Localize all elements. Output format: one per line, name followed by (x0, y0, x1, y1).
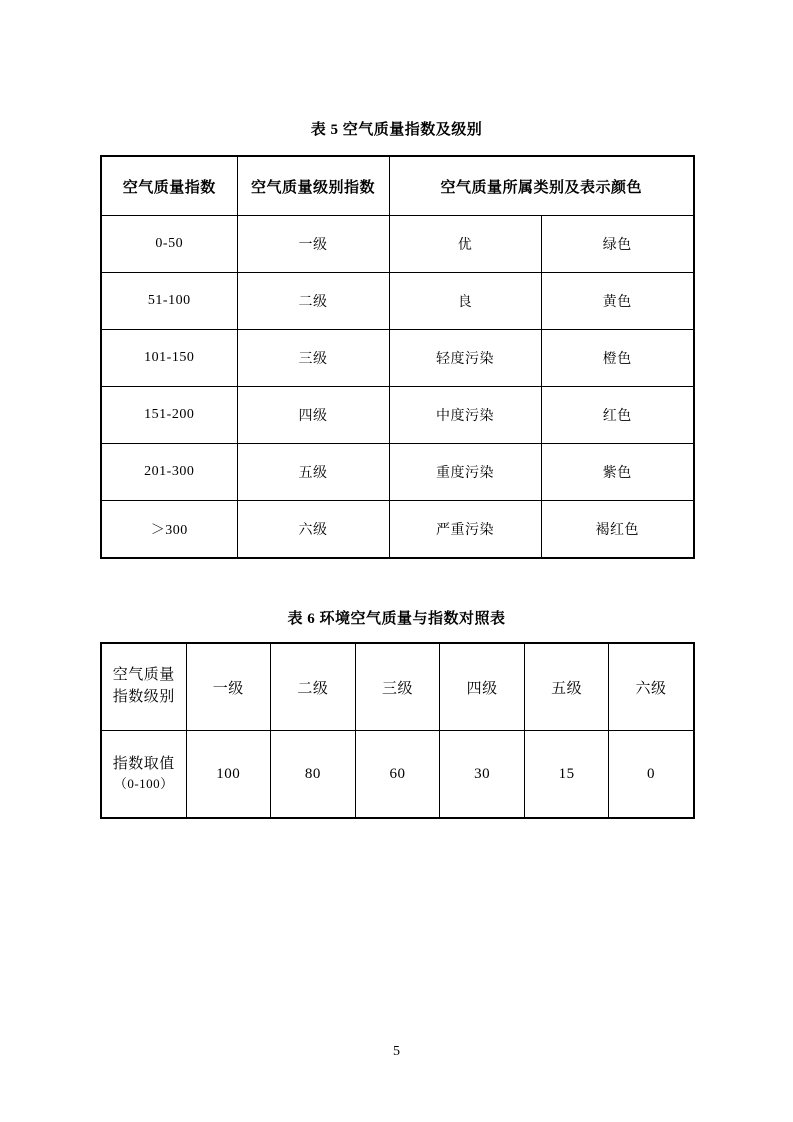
table6-cell-value: 15 (524, 731, 609, 819)
table5-cell-level: 一级 (237, 216, 389, 273)
table6-cell-level: 二级 (271, 643, 356, 731)
table6-row-header-level-line2: 指数级别 (112, 689, 175, 705)
table5-cell-color: 绿色 (541, 216, 694, 273)
table6-cell-value: 30 (440, 731, 525, 819)
table6-cell-value: 100 (186, 731, 271, 819)
table5-cell-category: 优 (389, 216, 541, 273)
table6-cell-value: 80 (271, 731, 356, 819)
table6-cell-level: 一级 (186, 643, 271, 731)
table-row (101, 387, 694, 444)
table5-cell-color: 橙色 (541, 330, 694, 387)
table5-cell-index: 201-300 (101, 444, 237, 501)
table5-cell-index: 51-100 (101, 273, 237, 330)
table5-header-category-color: 空气质量所属类别及表示颜色 (389, 156, 694, 216)
table-row (101, 216, 694, 273)
table5-cell-color: 褐红色 (541, 501, 694, 559)
table5-cell-index: ＞300 (101, 501, 237, 559)
table5-cell-category: 良 (389, 273, 541, 330)
table5-cell-level: 二级 (237, 273, 389, 330)
table6 (100, 642, 695, 819)
table5-cell-category: 轻度污染 (389, 330, 541, 387)
table6-cell-level: 五级 (524, 643, 609, 731)
table5-caption: 表 5 空气质量指数及级别 (310, 122, 483, 138)
table-row (101, 501, 694, 559)
table6-cell-value: 0 (609, 731, 694, 819)
table-row (101, 330, 694, 387)
table5-cell-index: 101-150 (101, 330, 237, 387)
table5-cell-level: 六级 (237, 501, 389, 559)
table6-cell-level: 三级 (355, 643, 440, 731)
table-row (101, 643, 694, 731)
table6-cell-level: 六级 (609, 643, 694, 731)
table5-cell-color: 红色 (541, 387, 694, 444)
table6-row-header-level-line1: 空气质量 (112, 667, 175, 684)
table6-caption: 表 6 环境空气质量与指数对照表 (287, 611, 506, 627)
table5-cell-category: 中度污染 (389, 387, 541, 444)
table5-cell-category: 严重污染 (389, 501, 541, 559)
table6-cell-level: 四级 (440, 643, 525, 731)
table6-row-header-value (101, 731, 186, 819)
table6-row-header-value-line1: 指数取值 (112, 755, 175, 772)
table5-cell-index: 151-200 (101, 387, 237, 444)
table5-header-index: 空气质量指数 (101, 156, 237, 216)
table6-body (101, 643, 694, 818)
page-number: 5 (393, 1044, 400, 1059)
table-row (101, 156, 694, 216)
table-row (101, 731, 694, 819)
table5-cell-level: 五级 (237, 444, 389, 501)
table5-header-level: 空气质量级别指数 (237, 156, 389, 216)
table6-row-header-level (101, 643, 186, 731)
table5 (100, 155, 695, 559)
table5-cell-category: 重度污染 (389, 444, 541, 501)
table5-body (101, 216, 694, 559)
table5-cell-color: 黄色 (541, 273, 694, 330)
table-row (101, 273, 694, 330)
table5-cell-level: 三级 (237, 330, 389, 387)
table5-cell-color: 紫色 (541, 444, 694, 501)
table-row (101, 444, 694, 501)
table6-row-header-value-line2: （0-100） (113, 776, 174, 792)
table5-header (101, 156, 694, 216)
table5-cell-index: 0-50 (101, 216, 237, 273)
table5-cell-level: 四级 (237, 387, 389, 444)
table6-cell-value: 60 (355, 731, 440, 819)
